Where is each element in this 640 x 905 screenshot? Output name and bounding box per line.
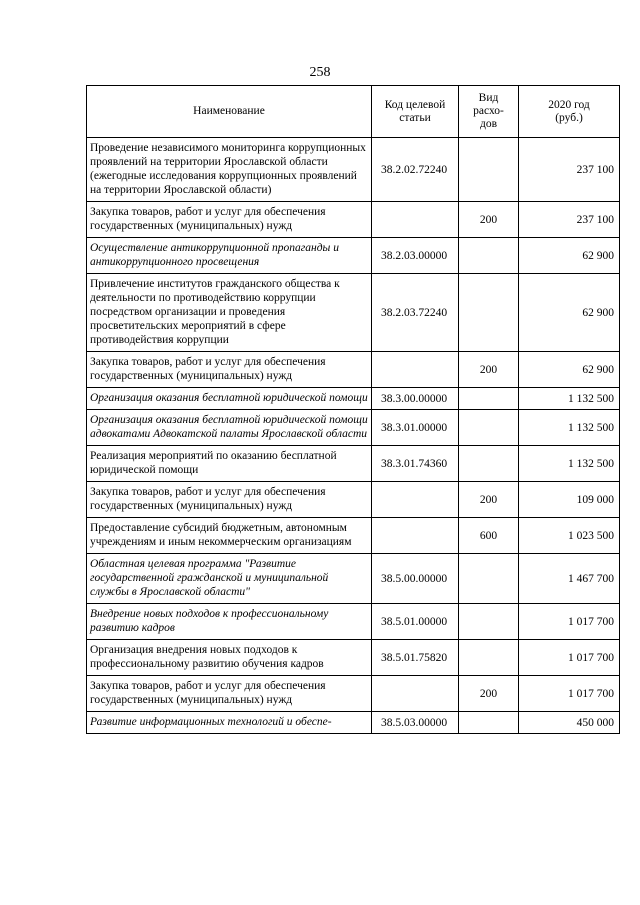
- row-vid-cell: [459, 238, 519, 274]
- row-code-cell: [372, 202, 459, 238]
- row-amount-cell: 62 900: [519, 274, 620, 352]
- row-amount-cell: 237 100: [519, 138, 620, 202]
- row-vid-cell: 200: [459, 352, 519, 388]
- table-row: [87, 138, 620, 202]
- row-name-cell: Предоставление субсидий бюджетным, автономным учреждениям и иным некоммерческим организациям: [87, 518, 372, 554]
- table-row: [87, 202, 620, 238]
- table-row: [87, 352, 620, 388]
- row-name-cell: Закупка товаров, работ и услуг для обеспечения государственных (муниципальных) нужд: [87, 676, 372, 712]
- table-row: [87, 604, 620, 640]
- row-name-cell: Организация оказания бесплатной юридической помощи: [87, 388, 372, 410]
- table-row: [87, 676, 620, 712]
- row-code-cell: [372, 352, 459, 388]
- row-vid-cell: 200: [459, 676, 519, 712]
- row-code-cell: [372, 518, 459, 554]
- row-amount-cell: 1 132 500: [519, 446, 620, 482]
- row-name-cell: Привлечение институтов гражданского общества к деятельности по противодействию коррупции посредством организации и проведения просветительских мероприятий в сфере противодействия коррупции: [87, 274, 372, 352]
- row-name-cell: Развитие информационных технологий и обеспе-: [87, 712, 372, 734]
- row-code-cell: [372, 676, 459, 712]
- row-code-cell: 38.5.00.00000: [372, 554, 459, 604]
- row-amount-cell: 1 017 700: [519, 640, 620, 676]
- row-code-cell: 38.3.01.00000: [372, 410, 459, 446]
- row-code-cell: 38.2.03.72240: [372, 274, 459, 352]
- row-vid-cell: [459, 274, 519, 352]
- row-amount-cell: 109 000: [519, 482, 620, 518]
- table-row: [87, 640, 620, 676]
- row-amount-cell: 1 132 500: [519, 410, 620, 446]
- header-vid: Вид расхо- дов: [459, 86, 519, 138]
- row-vid-cell: [459, 604, 519, 640]
- table-row: [87, 238, 620, 274]
- row-vid-cell: 200: [459, 202, 519, 238]
- row-code-cell: 38.3.00.00000: [372, 388, 459, 410]
- row-name-cell: Реализация мероприятий по оказанию бесплатной юридической помощи: [87, 446, 372, 482]
- row-code-cell: 38.5.03.00000: [372, 712, 459, 734]
- table-row: [87, 712, 620, 734]
- row-vid-cell: 200: [459, 482, 519, 518]
- row-amount-cell: 1 017 700: [519, 676, 620, 712]
- row-amount-cell: 62 900: [519, 352, 620, 388]
- row-vid-cell: [459, 410, 519, 446]
- table-row: [87, 410, 620, 446]
- row-amount-cell: 237 100: [519, 202, 620, 238]
- table-header-row: [87, 86, 620, 138]
- row-code-cell: 38.3.01.74360: [372, 446, 459, 482]
- row-name-cell: Организация внедрения новых подходов к профессиональному развитию обучения кадров: [87, 640, 372, 676]
- row-vid-cell: [459, 388, 519, 410]
- table-body: [87, 138, 620, 734]
- row-name-cell: Закупка товаров, работ и услуг для обеспечения государственных (муниципальных) нужд: [87, 202, 372, 238]
- row-amount-cell: 62 900: [519, 238, 620, 274]
- row-vid-cell: 600: [459, 518, 519, 554]
- header-name: Наименование: [87, 86, 372, 138]
- row-amount-cell: 1 467 700: [519, 554, 620, 604]
- row-code-cell: 38.2.02.72240: [372, 138, 459, 202]
- page-number: 258: [309, 65, 331, 80]
- row-vid-cell: [459, 138, 519, 202]
- table-row: [87, 274, 620, 352]
- row-amount-cell: 1 017 700: [519, 604, 620, 640]
- row-amount-cell: 1 132 500: [519, 388, 620, 410]
- row-vid-cell: [459, 712, 519, 734]
- row-code-cell: 38.2.03.00000: [372, 238, 459, 274]
- row-vid-cell: [459, 554, 519, 604]
- row-vid-cell: [459, 446, 519, 482]
- row-code-cell: 38.5.01.00000: [372, 604, 459, 640]
- row-name-cell: Закупка товаров, работ и услуг для обеспечения государственных (муниципальных) нужд: [87, 482, 372, 518]
- row-name-cell: Закупка товаров, работ и услуг для обеспечения государственных (муниципальных) нужд: [87, 352, 372, 388]
- header-year: 2020 год (руб.): [519, 86, 620, 138]
- row-name-cell: Внедрение новых подходов к профессиональному развитию кадров: [87, 604, 372, 640]
- table-row: [87, 482, 620, 518]
- row-vid-cell: [459, 640, 519, 676]
- row-name-cell: Областная целевая программа "Развитие государственной гражданской и муниципальной службы в Ярославской области": [87, 554, 372, 604]
- table-row: [87, 518, 620, 554]
- row-name-cell: Проведение независимого мониторинга коррупционных проявлений на территории Ярославской области (ежегодные исследования коррупционных проявлений на территории Ярославской области): [87, 138, 372, 202]
- header-code: Код целевой статьи: [372, 86, 459, 138]
- row-code-cell: [372, 482, 459, 518]
- row-amount-cell: 450 000: [519, 712, 620, 734]
- table-row: [87, 388, 620, 410]
- row-name-cell: Осуществление антикоррупционной пропаганды и антикоррупционного просвещения: [87, 238, 372, 274]
- row-code-cell: 38.5.01.75820: [372, 640, 459, 676]
- budget-table: [86, 85, 620, 734]
- row-name-cell: Организация оказания бесплатной юридической помощи адвокатами Адвокатской палаты Ярославской области: [87, 410, 372, 446]
- table-row: [87, 446, 620, 482]
- table-row: [87, 554, 620, 604]
- row-amount-cell: 1 023 500: [519, 518, 620, 554]
